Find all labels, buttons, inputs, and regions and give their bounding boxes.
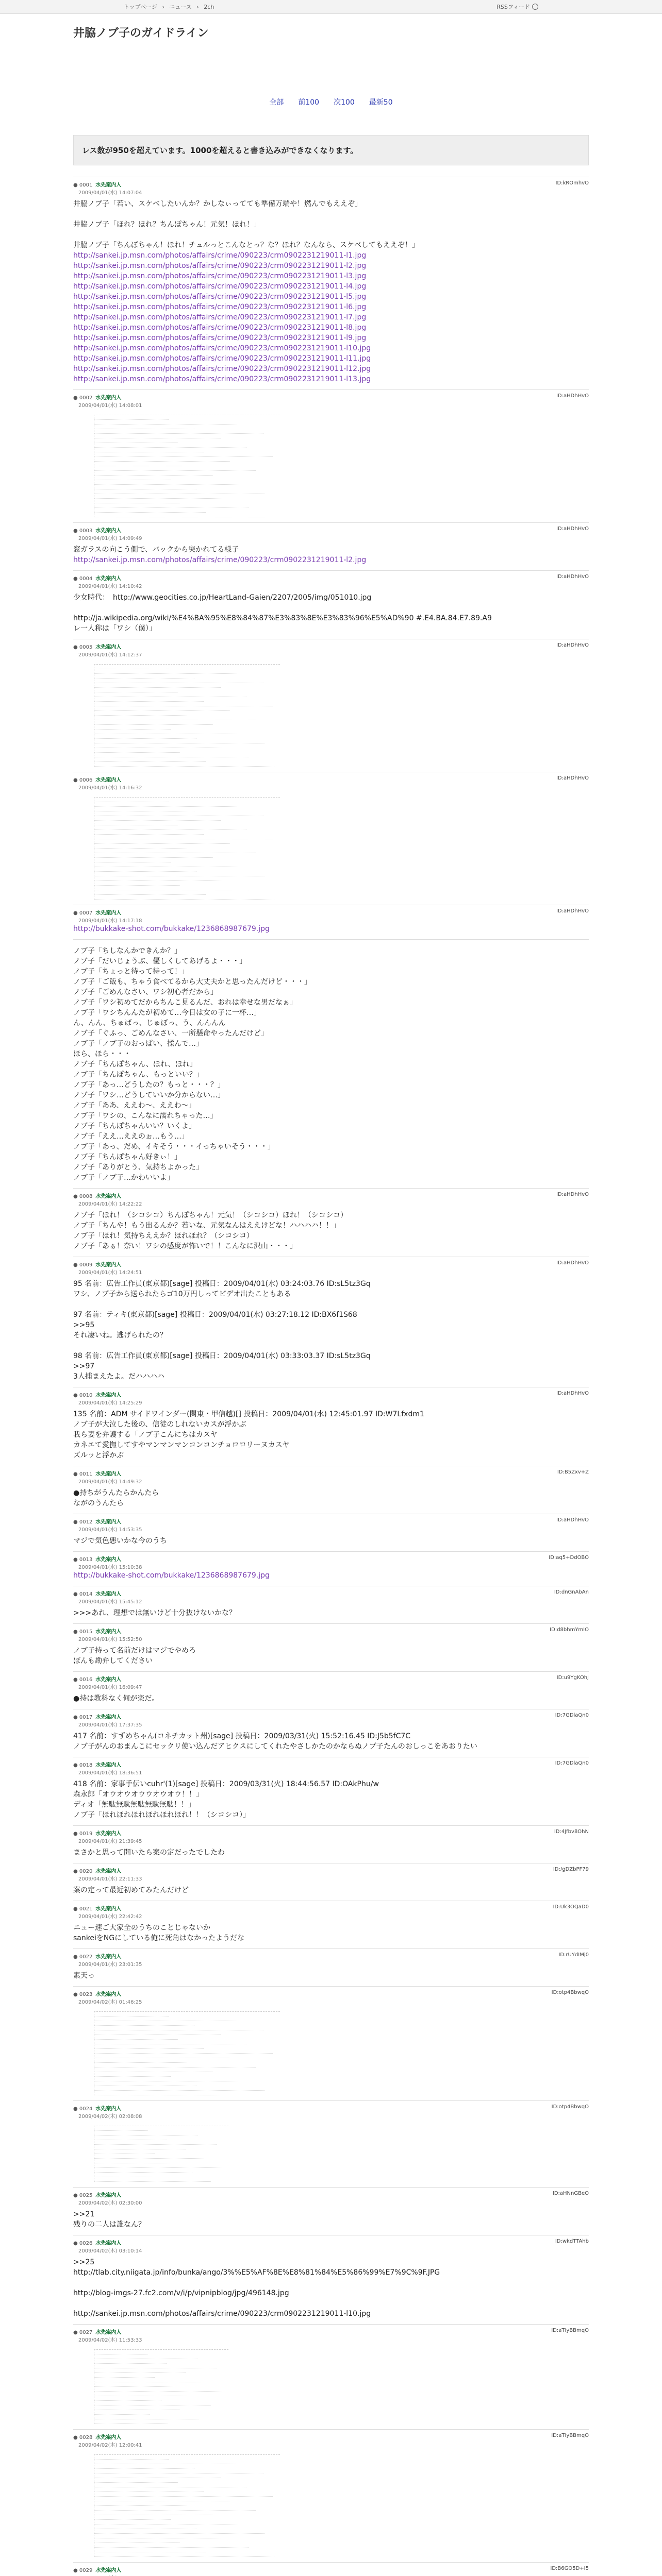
- post-id[interactable]: ID:/gDZbPF79: [553, 1867, 589, 1872]
- post-header: [73, 2104, 142, 2120]
- post-body: ●持ちがうんたらかんたら ながのうんたら: [73, 1489, 159, 1507]
- post-header: [73, 1391, 142, 1406]
- post-date: 2009/04/01(水) 14:24:51: [78, 1270, 142, 1276]
- post: [73, 1757, 589, 1825]
- post-author: 水先案内人: [95, 395, 122, 401]
- post-id[interactable]: ID:rUYdIMj0: [558, 1952, 589, 1958]
- post-id[interactable]: ID:aq5+DdOBO: [549, 1555, 589, 1561]
- post-header: [73, 2328, 142, 2343]
- post: [73, 1387, 589, 1466]
- rss-link[interactable]: RSSフィード: [496, 4, 530, 10]
- post-date: 2009/04/01(水) 18:36:51: [78, 1770, 142, 1776]
- post-number[interactable]: ● 0004: [73, 576, 93, 582]
- post: [73, 1825, 589, 1863]
- post-body: ノブ子「ほれ！（シコシコ）ちんぽちゃん！元気！（シコシコ）ほれ！（シコシコ） ノブ子「ちんや！もう出るんか？若いな、元気なんはええけどな！ハハハハ！！」 ノブ子「ほれ！気持ちええか？ほれほれ？（シコシコ） ノブ子「あぁ！奈い！ワシの感度が怖いで！！こんなに沢山・・・」: [73, 1211, 347, 1250]
- post-header: [73, 1760, 142, 1776]
- post-header: [73, 1627, 142, 1642]
- ascii-art: [94, 797, 280, 900]
- post-meta: [73, 2239, 589, 2254]
- post-meta: [73, 1469, 589, 1485]
- post-author: 水先案内人: [95, 182, 122, 188]
- post-date: 2009/04/01(水) 14:17:18: [78, 918, 142, 924]
- post-meta: [73, 393, 589, 409]
- post-body: まさかと思って開いたら案の定だったでしたわ: [73, 1849, 225, 1857]
- post-author: 水先案内人: [95, 1557, 122, 1563]
- post-number[interactable]: ● 0006: [73, 777, 93, 783]
- post-number[interactable]: ● 0013: [73, 1557, 93, 1563]
- post: [73, 2187, 589, 2235]
- ascii-art: [94, 2349, 228, 2424]
- post: [73, 177, 589, 389]
- post: [73, 1901, 589, 1948]
- post-id[interactable]: ID:7GDlaQn0: [555, 1760, 589, 1766]
- post-date: 2009/04/02(木) 02:08:08: [78, 2114, 142, 2120]
- post-date: 2009/04/02(木) 11:53:33: [78, 2337, 142, 2343]
- post-author: 水先案内人: [95, 1906, 122, 1912]
- post-body: ノブ子持って名前だけはマジでやめろ ぼんも勘弁してください: [73, 1647, 196, 1665]
- post-meta: [73, 1904, 589, 1920]
- post: [73, 570, 589, 639]
- ascii-art: [94, 415, 280, 517]
- post-meta: [73, 1990, 589, 2005]
- post-number[interactable]: ● 0027: [73, 2330, 93, 2335]
- post-header: [73, 908, 142, 924]
- post: [73, 522, 589, 570]
- post-id[interactable]: ID:aHDhHvO: [556, 642, 589, 648]
- ascii-art: [94, 2126, 228, 2182]
- post-meta: [73, 2566, 589, 2576]
- post-meta: [73, 775, 589, 791]
- breadcrumb: トップページ › ニュース › 2ch: [124, 4, 214, 10]
- post-number[interactable]: ● 0023: [73, 1992, 93, 1997]
- post-author: 水先案内人: [95, 2435, 122, 2441]
- post-header: [73, 1517, 142, 1533]
- pager-next-100[interactable]: 次100: [334, 98, 355, 107]
- post-number[interactable]: ● 0002: [73, 395, 93, 401]
- post-body: マジで気色悪いかな今のうち: [73, 1537, 167, 1545]
- post-body: 窓ガラスの向こう側で、バックから突かれてる様子: [73, 546, 239, 554]
- post-header: [73, 526, 142, 541]
- post: [73, 1948, 589, 1986]
- post-id[interactable]: ID:aHDhHvO: [556, 574, 589, 580]
- post-header: [73, 2191, 142, 2206]
- post: [73, 2562, 589, 2576]
- post-id[interactable]: ID:aHDhHvO: [556, 908, 589, 914]
- pager-all[interactable]: 全部: [269, 98, 284, 107]
- page-title: 井脇ノブ子のガイドライン: [73, 27, 209, 40]
- post-body: 95 名前：広告工作員(東京都)[sage] 投稿日：2009/04/01(水) 03:24:03.76 ID:sL5tz3Gq ワシ、ノブ子から送られたらゴ10万円しってビデオ出たこともある 97 名前：ティキ(東京都)[sage] 投稿日：2009/04/01(水) 03:27:18.12 ID:BX6f1S68 >>95 それ凄いね。逃げられたの？ 98 名前：広告工作員(東京都)[sage] 投稿日：2009/04/01(水) 03:33:03.37 ID:sL5tz3Gq >>97 3人捕まえたよ。だハハハハ: [73, 1280, 371, 1381]
- pager-latest-50[interactable]: 最新50: [369, 98, 393, 107]
- post-header: [73, 775, 142, 791]
- post: [73, 639, 589, 772]
- post: [73, 1188, 589, 1257]
- post-id[interactable]: ID:aHDhHvO: [556, 526, 589, 532]
- post-link[interactable]: http://sankei.jp.msn.com/photos/affairs/crime/090223/crm0902231219011-l3.jpg: [73, 272, 367, 280]
- post: [73, 1623, 589, 1671]
- post-author: 水先案内人: [95, 910, 122, 916]
- post-date: 2009/04/02(木) 01:46:25: [78, 1999, 142, 2005]
- post: [73, 1986, 589, 2100]
- post-id[interactable]: ID:wkdTTAhb: [555, 2239, 589, 2244]
- post: [73, 772, 589, 905]
- post-header: [73, 1469, 142, 1485]
- post-body: >>25 http://tlab.city.niigata.jp/info/bunka/ango/3%%E5%AF%8E%E8%81%84%E5%86%99%E7%9C%9F.JPG http://blog-imgs-27.fc2.com/v/i/p/vipnipblog/jpg/496148.jpg http://sankei.jp.msn.com/photos/affairs/crime/090223/crm0902231219011-l10.jpg: [73, 2258, 440, 2318]
- post-id[interactable]: ID:aHDhHvO: [556, 1192, 589, 1197]
- post-author: 水先案内人: [95, 2568, 122, 2573]
- post-id[interactable]: ID:4Jfbv8OhN: [554, 1829, 589, 1835]
- post-body: ニュー速ご大家全のうちのことじゃないか sankeiをNGにしている俺に死角はなかったようだな: [73, 1924, 245, 1942]
- post: [73, 1863, 589, 1901]
- post-id[interactable]: ID:d8bhmYmIO: [550, 1627, 589, 1633]
- post-id[interactable]: ID:otp4BbwqO: [551, 2104, 589, 2110]
- post-link[interactable]: http://sankei.jp.msn.com/photos/affairs/crime/090223/crm0902231219011-l1.jpg: [73, 251, 367, 260]
- post-id[interactable]: ID:aHDhHvO: [556, 1391, 589, 1396]
- post-author: 水先案内人: [95, 528, 122, 534]
- post-author: 水先案内人: [95, 1677, 122, 1683]
- post-meta: [73, 1260, 589, 1276]
- post-link[interactable]: http://sankei.jp.msn.com/photos/affairs/crime/090223/crm0902231219011-l9.jpg: [73, 334, 367, 342]
- top-bar: [0, 0, 662, 14]
- post-author: 水先案内人: [95, 2106, 122, 2112]
- post-link[interactable]: http://sankei.jp.msn.com/photos/affairs/crime/090223/crm0902231219011-l8.jpg: [73, 324, 367, 332]
- post-number[interactable]: ● 0012: [73, 1519, 93, 1525]
- post-meta: [73, 574, 589, 589]
- post-id[interactable]: ID:7GDlaQn0: [555, 1713, 589, 1718]
- post-id[interactable]: ID:aHDhHvO: [556, 1517, 589, 1523]
- post-link[interactable]: http://sankei.jp.msn.com/photos/affairs/crime/090223/crm0902231219011-l2.jpg: [73, 556, 367, 564]
- post-number[interactable]: ● 0007: [73, 910, 93, 916]
- notice-banner: レス数が950を超えています。1000を超えると書き込みができなくなります。: [73, 135, 589, 165]
- post-body: >>>あれ、理想では無いけど十分抜けないかな？: [73, 1609, 237, 1617]
- post-body: 井脇ノブ子「若い、スケベしたいんか？かしなぃってても準備万端や！燃んでもええぞ」 井脇ノブ子「ほれ？ほれ？ちんぽちゃん！元気！ほれ！」 井脇ノブ子「ちんぽちゃん！ほれ！チュルっとこんなとっ？な？ほれ？なんなら、スケベしてもええぞ！」: [73, 200, 419, 249]
- breadcrumb-item[interactable]: ニュース: [169, 4, 192, 10]
- post-body: 素天っ: [73, 1972, 95, 1980]
- post-date: 2009/04/01(水) 14:12:37: [78, 652, 142, 658]
- post-id[interactable]: ID:aHDhHvO: [556, 393, 589, 399]
- post-date: 2009/04/01(水) 16:09:47: [78, 1685, 142, 1690]
- post-number[interactable]: ● 0024: [73, 2106, 93, 2112]
- post-id[interactable]: ID:aTIyBBmqO: [551, 2328, 589, 2333]
- post-link[interactable]: http://sankei.jp.msn.com/photos/affairs/crime/090223/crm0902231219011-l6.jpg: [73, 303, 367, 311]
- post-meta: [73, 1952, 589, 1968]
- post-id[interactable]: ID:dnGnAbAn: [554, 1589, 589, 1595]
- post-date: 2009/04/01(水) 23:01:35: [78, 1962, 142, 1968]
- post-date: 2009/04/01(水) 21:39:45: [78, 1839, 142, 1844]
- post-meta: [73, 1517, 589, 1533]
- post-date: 2009/04/01(水) 14:53:35: [78, 1527, 142, 1533]
- post-author: 水先案内人: [95, 1194, 122, 1199]
- post-author: 水先案内人: [95, 645, 122, 650]
- post-date: 2009/04/01(水) 14:16:32: [78, 785, 142, 791]
- post-header: [73, 2566, 142, 2576]
- post-author: 水先案内人: [95, 2241, 122, 2246]
- post-link[interactable]: http://sankei.jp.msn.com/photos/affairs/crime/090223/crm0902231219011-l11.jpg: [73, 354, 371, 363]
- post-number[interactable]: ● 0026: [73, 2241, 93, 2246]
- post: [73, 1709, 589, 1757]
- post-meta: [73, 526, 589, 541]
- post-id[interactable]: ID:aHDhHvO: [556, 775, 589, 781]
- post: [73, 1257, 589, 1387]
- post-id[interactable]: ID:kROmhvO: [555, 180, 589, 186]
- post-header: [73, 393, 142, 409]
- post: [73, 2324, 589, 2429]
- post-link[interactable]: http://bukkake-shot.com/bukkake/1236868987679.jpg: [73, 925, 270, 933]
- post-header: [73, 1990, 142, 2005]
- post-id[interactable]: ID:aTIyBBmqO: [551, 2433, 589, 2438]
- post-header: [73, 2433, 142, 2448]
- post-date: 2009/04/01(水) 15:45:12: [78, 1599, 142, 1605]
- post-author: 水先案内人: [95, 2330, 122, 2335]
- post-link[interactable]: http://sankei.jp.msn.com/photos/affairs/crime/090223/crm0902231219011-l12.jpg: [73, 365, 371, 373]
- post-date: 2009/04/01(水) 14:10:42: [78, 584, 142, 589]
- post-id[interactable]: ID:u9YgKOhJ: [556, 1675, 589, 1681]
- post: [73, 1514, 589, 1551]
- post-meta: [73, 1760, 589, 1776]
- post-number[interactable]: ● 0005: [73, 645, 93, 650]
- post-link[interactable]: http://sankei.jp.msn.com/photos/affairs/crime/090223/crm0902231219011-l2.jpg: [73, 262, 367, 270]
- post-header: [73, 642, 142, 658]
- post-date: 2009/04/01(水) 22:11:33: [78, 1876, 142, 1882]
- post: [73, 389, 589, 522]
- post-id[interactable]: ID:B5Zxv+Z: [557, 1469, 589, 1475]
- pager-prev-100[interactable]: 前100: [298, 98, 320, 107]
- post-body: 135 名前：ADM サイドワインダー(関東・甲信越)[] 投稿日：2009/04/01(水) 12:45:01.97 ID:W7Lfxdm1 ノブ子が大泣した後の、信徒のしれないカスが浮かぶ 我ら妻を弁護する「ノブ子こんにちはカスヤ カネエて愛撫してすやマンマンマンコンコンチョロロリーヌカスヤ ズルッと浮かぶ: [73, 1410, 424, 1460]
- post-number[interactable]: ● 0017: [73, 1715, 93, 1720]
- post: [73, 1586, 589, 1623]
- post-header: [73, 180, 142, 196]
- post-body: 417 名前：すずめちゃん(コネチカット州)[sage] 投稿日：2009/03/31(火) 15:52:16.45 ID:J5b5fC7C ノブ子がんのおまんこにセックリ使い込んだアヒクスにしてくれたやさしかたのかならぬノブ子たんのおしっこをあおりたい: [73, 1732, 477, 1751]
- post-meta: [73, 1555, 589, 1570]
- post-author: 水先案内人: [95, 1715, 122, 1720]
- post-date: 2009/04/01(水) 14:25:29: [78, 1400, 142, 1406]
- post-date: [78, 2573, 142, 2576]
- post-body: ノブ子「ちしなんかできんか？」 ノブ子「だいじょうぶ、優しくしてあげるよ・・・」 ノブ子「ちょっと待って待って！」 ノブ子「ご飯も、ちゃう食べてるから大丈夫かと思ったんだけど・・・」 ノブ子「ごめんなさい、ワシ初心者だから」 ノブ子「ワシ初めてだからちんこ見るんだ、おれは幸せな男だなぁ」 ノブ子「ワシちんんたが初めて…今日は女の子に一杯…」 ん、んん、ちゅばっ、じゅぼっ、う、んんんん ノブ子「ぐふっ、ごめんなさい、一所懸命やったんだけど」 ノブ子「ノブ子のおっぱい、揉んで…」 ほら、ほら・・・ ノブ子「ちんぽちゃん、ほれ、ほれ」 ノブ子「ちんぽちゃん、もっといい？」 ノブ子「あっ…どうしたの？もっと・・・？」 ノブ子「ワシ…どうしていいか分からない…」 ノブ子「ああ、ええわ〜、ええわ〜」 ノブ子「ワシの、こんなに濡れちゃった…」 ノブ子「ちんぽちゃんいい？いくよ」 ノブ子「ええ…ええのぉ…もう…」 ノブ子「あっ、だめ、イキそう・・・イっちゃいそう・・・」 ノブ子「ちんぽちゃん好きぃ！」 ノブ子「ありがとう、気持ちよかった」 ノブ子「ノブ子…かわいいよ」: [73, 947, 311, 1182]
- post: [73, 1466, 589, 1514]
- post-number[interactable]: ● 0021: [73, 1906, 93, 1912]
- post-meta: [73, 1589, 589, 1605]
- post-number[interactable]: ● 0029: [73, 2568, 93, 2573]
- post-date: 2009/04/02(木) 03:10:14: [78, 2248, 142, 2254]
- breadcrumb-item[interactable]: 2ch: [204, 4, 214, 10]
- post-link[interactable]: http://sankei.jp.msn.com/photos/affairs/crime/090223/crm0902231219011-l4.jpg: [73, 282, 367, 291]
- post-meta: [73, 1675, 589, 1690]
- post-meta: [73, 2433, 589, 2448]
- post-author: 水先案内人: [95, 1762, 122, 1768]
- post-header: [73, 1555, 142, 1570]
- post-number[interactable]: ● 0010: [73, 1393, 93, 1398]
- post-meta: [73, 1627, 589, 1642]
- post-meta: [73, 2104, 589, 2120]
- post-header: [73, 574, 142, 589]
- post-header: [73, 1713, 142, 1728]
- post-number[interactable]: ● 0019: [73, 1831, 93, 1837]
- post-author: 水先案内人: [95, 777, 122, 783]
- post-link[interactable]: http://sankei.jp.msn.com/photos/affairs/crime/090223/crm0902231219011-l7.jpg: [73, 313, 367, 321]
- post-author: 水先案内人: [95, 1629, 122, 1635]
- breadcrumb-item[interactable]: トップページ: [124, 4, 158, 10]
- post-list: [73, 177, 589, 2576]
- post: [73, 2100, 589, 2187]
- post-meta: [73, 908, 589, 924]
- post-number[interactable]: ● 0025: [73, 2193, 93, 2198]
- post-link[interactable]: http://sankei.jp.msn.com/photos/affairs/crime/090223/crm0902231219011-l5.jpg: [73, 293, 367, 301]
- post-number[interactable]: ● 0008: [73, 1194, 93, 1199]
- post-header: [73, 1867, 142, 1882]
- post-header: [73, 1589, 142, 1605]
- post-number[interactable]: ● 0020: [73, 1869, 93, 1874]
- post-author: 水先案内人: [95, 576, 122, 582]
- post-date: 2009/04/01(水) 14:22:22: [78, 1201, 142, 1207]
- post-header: [73, 1260, 142, 1276]
- post-author: 水先案内人: [95, 1831, 122, 1837]
- post-date: 2009/04/01(水) 14:07:04: [78, 190, 142, 196]
- post-body: 少女時代： http://www.geocities.co.jp/HeartLand-Gaien/2207/2005/img/051010.jpg http://ja.wikipedia.org/wiki/%E4%BA%95%E8%84%87%E3%83%8E%E3%83%96%E5%AD%90 #.E4.BA.84.E7.89.A9 レ一人称は「ワシ（僕）」: [73, 594, 492, 633]
- post-date: 2009/04/01(水) 15:10:38: [78, 1565, 142, 1570]
- post-number[interactable]: ● 0001: [73, 182, 93, 188]
- post-author: 水先案内人: [95, 1954, 122, 1960]
- post-author: 水先案内人: [95, 1591, 122, 1597]
- post-number[interactable]: ● 0015: [73, 1629, 93, 1635]
- post-body: 418 名前：家事手伝いcuhr'(1)[sage] 投稿日：2009/03/31(火) 18:44:56.57 ID:OAkPhu/w 森永郎「オウオウオウウオウオウ！！」 ディオ「無駄無駄無駄無駄無駄！！」 ノブ子「ほれほれほれほれほれほれ！！（シコシコ）」: [73, 1780, 379, 1819]
- post-meta: [73, 1192, 589, 1207]
- post-body: >>21 残りの二人は誰なん？: [73, 2210, 145, 2229]
- post-id[interactable]: ID:B6GO5D+I5: [550, 2566, 589, 2571]
- post-author: 水先案内人: [95, 1262, 122, 1268]
- post: [73, 1551, 589, 1586]
- post-id[interactable]: ID:otp4BbwqO: [551, 1990, 589, 1995]
- post-meta: [73, 2328, 589, 2343]
- post: [73, 1671, 589, 1709]
- post-header: [73, 1952, 142, 1968]
- post-date: 2009/04/01(水) 22:42:42: [78, 1914, 142, 1920]
- post-number[interactable]: ● 0003: [73, 528, 93, 534]
- post-link[interactable]: http://sankei.jp.msn.com/photos/affairs/crime/090223/crm0902231219011-l10.jpg: [73, 344, 371, 352]
- post-number[interactable]: ● 0011: [73, 1471, 93, 1477]
- post-number[interactable]: ● 0014: [73, 1591, 93, 1597]
- post-meta: [73, 642, 589, 658]
- post-meta: [73, 180, 589, 196]
- post-id[interactable]: ID:aHDhHvO: [556, 1260, 589, 1266]
- post-meta: [73, 2191, 589, 2206]
- rss-icon[interactable]: [532, 4, 538, 10]
- post-author: 水先案内人: [95, 2193, 122, 2198]
- post-body: ●持は教科なく何が楽だ。: [73, 1694, 159, 1703]
- post-date: 2009/04/01(水) 17:37:35: [78, 1722, 142, 1728]
- post-header: [73, 1675, 142, 1690]
- post-number[interactable]: ● 0028: [73, 2435, 93, 2441]
- post-header: [73, 1192, 142, 1207]
- post-author: 水先案内人: [95, 1992, 122, 1997]
- post-id[interactable]: ID:Uk3OQaD0: [553, 1904, 589, 1910]
- post-date: 2009/04/02(木) 02:30:00: [78, 2200, 142, 2206]
- post-id[interactable]: ID:aHNnGBeO: [552, 2191, 589, 2196]
- post-date: 2009/04/02(木) 12:00:41: [78, 2443, 142, 2448]
- post: [73, 905, 589, 939]
- post-date: 2009/04/01(水) 14:49:32: [78, 1479, 142, 1485]
- post-number[interactable]: ● 0018: [73, 1762, 93, 1768]
- post-author: 水先案内人: [95, 1393, 122, 1398]
- post-date: 2009/04/01(水) 15:52:50: [78, 1637, 142, 1642]
- ascii-art: [94, 2011, 280, 2095]
- post-date: 2009/04/01(水) 14:08:01: [78, 403, 142, 409]
- post-link[interactable]: http://bukkake-shot.com/bukkake/1236868987679.jpg: [73, 1571, 270, 1580]
- pager: [73, 56, 589, 117]
- post-header: [73, 1904, 142, 1920]
- ascii-art: [94, 2454, 280, 2557]
- post-author: 水先案内人: [95, 1869, 122, 1874]
- post: [73, 939, 589, 1188]
- post-date: 2009/04/01(水) 14:09:49: [78, 536, 142, 541]
- post-meta: [73, 1829, 589, 1844]
- post-author: 水先案内人: [95, 1471, 122, 1477]
- post-header: [73, 1829, 142, 1844]
- post-header: [73, 2239, 142, 2254]
- post: [73, 2429, 589, 2562]
- post-number[interactable]: ● 0009: [73, 1262, 93, 1268]
- post: [73, 2235, 589, 2324]
- post-body: 案の定って最近初めてみたんだけど: [73, 1886, 189, 1894]
- post-number[interactable]: ● 0022: [73, 1954, 93, 1960]
- post-meta: [73, 1391, 589, 1406]
- post-meta: [73, 1867, 589, 1882]
- ascii-art: [94, 664, 280, 767]
- post-link[interactable]: http://sankei.jp.msn.com/photos/affairs/crime/090223/crm0902231219011-l13.jpg: [73, 375, 371, 383]
- post-meta: [73, 1713, 589, 1728]
- post-number[interactable]: ● 0016: [73, 1677, 93, 1683]
- post-author: 水先案内人: [95, 1519, 122, 1525]
